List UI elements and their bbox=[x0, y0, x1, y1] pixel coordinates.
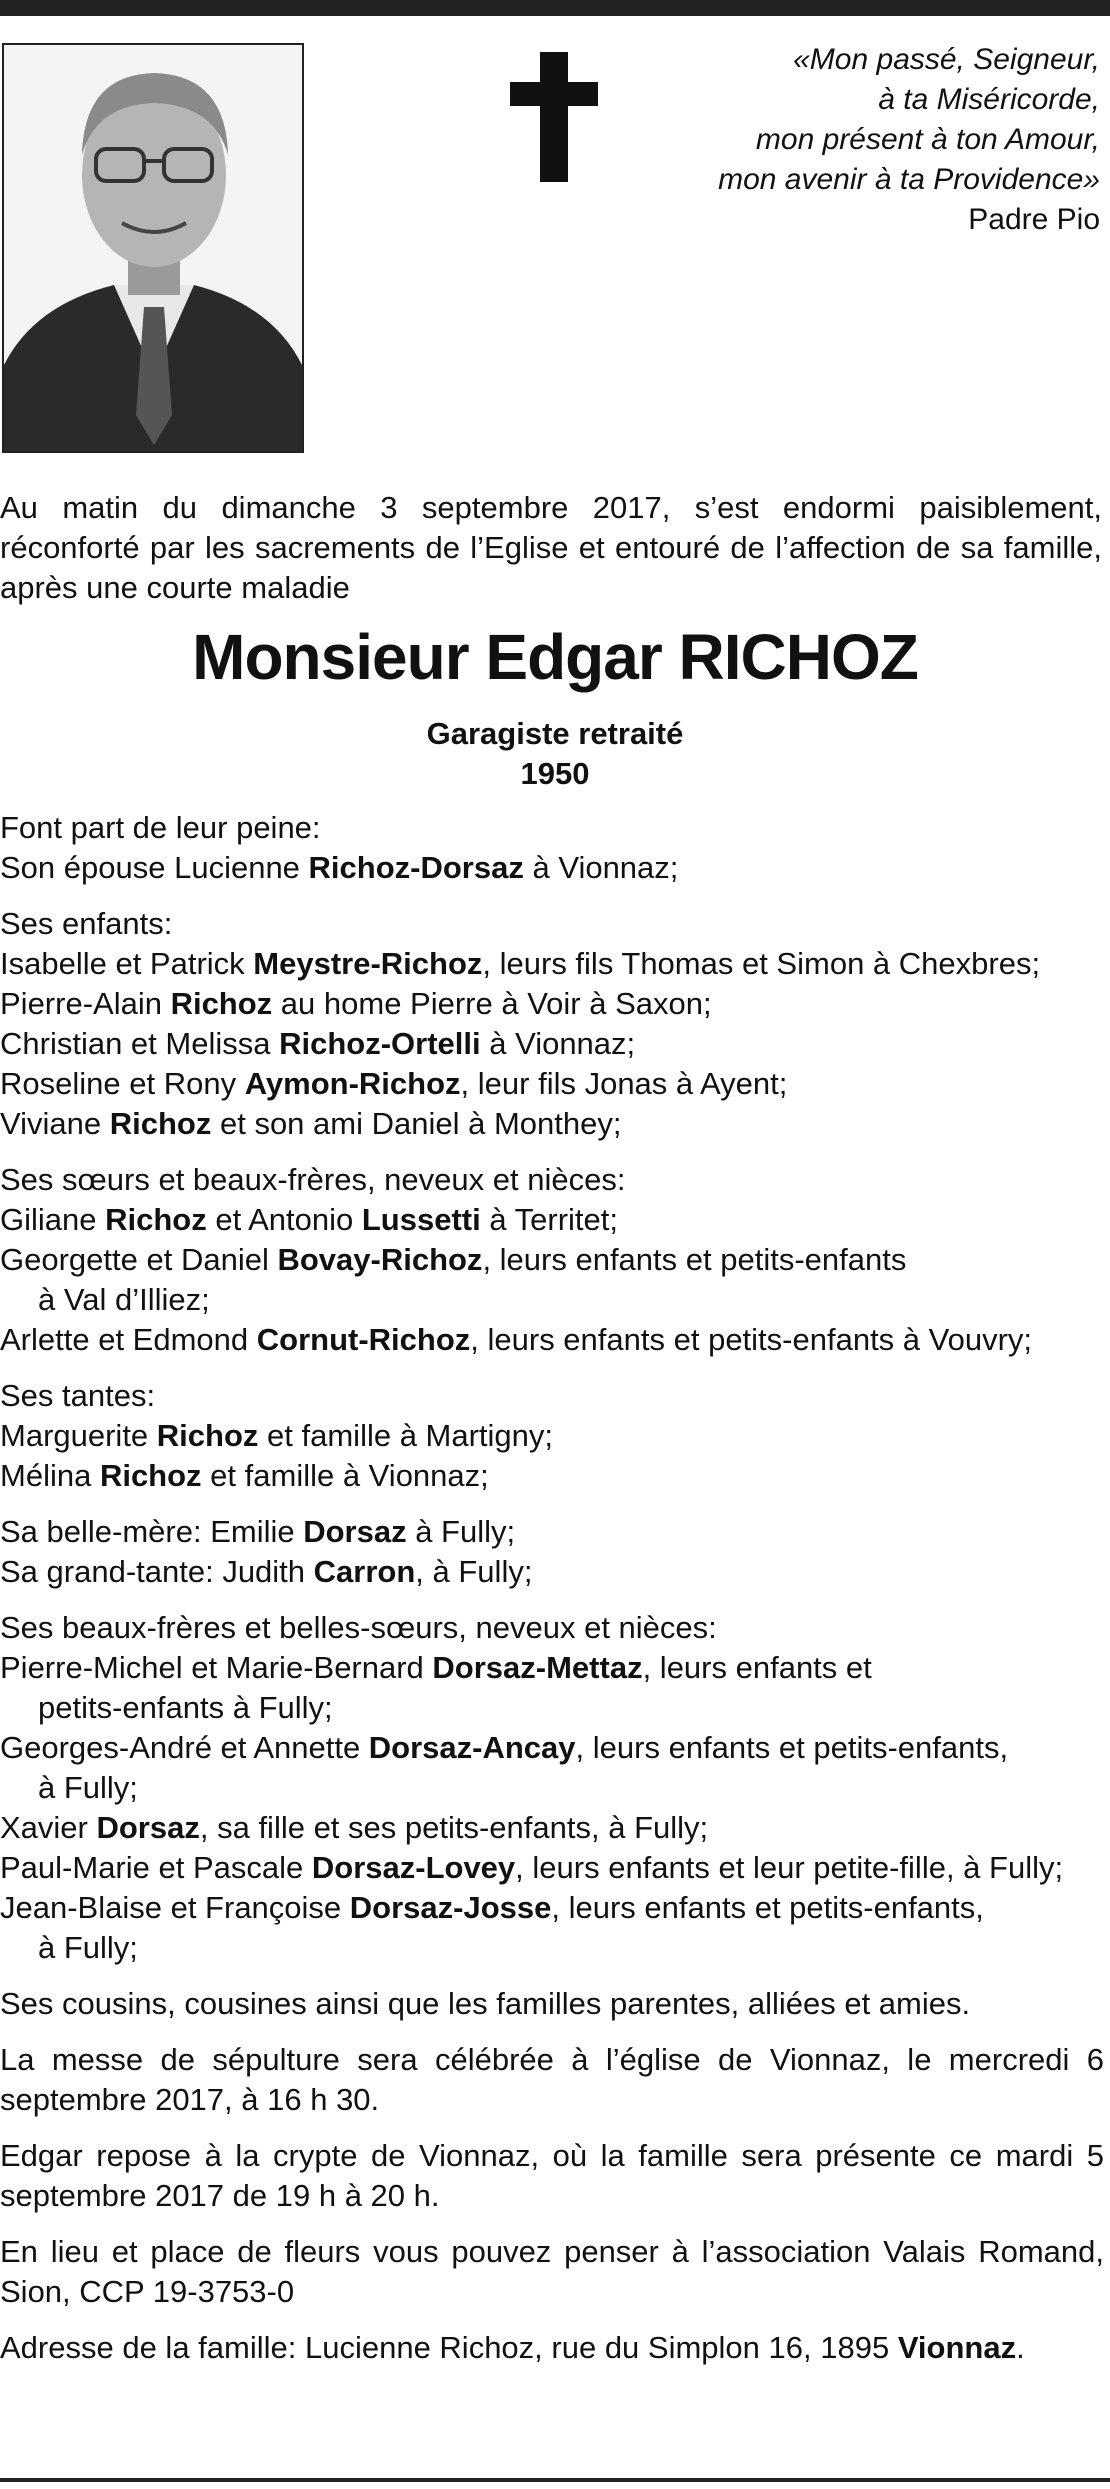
quote-block bbox=[580, 40, 1100, 240]
deceased-name: Monsieur Edgar RICHOZ bbox=[192, 621, 918, 693]
viewing-text: Edgar repose à la crypte de Vionnaz, où la famille sera présente ce mardi 5 septembre 2017 de 19 h à 20 h. bbox=[0, 2138, 1104, 2213]
family-entry: Georgette et Daniel Bovay-Richoz, leurs enfants et petits-enfants bbox=[0, 1242, 907, 1277]
family-entry: Jean-Blaise et Françoise Dorsaz-Josse, leurs enfants et petits-enfants, bbox=[0, 1890, 984, 1925]
family-list bbox=[0, 808, 1104, 2384]
family-entry: Sa grand-tante: Judith Carron, à Fully; bbox=[0, 1554, 533, 1589]
family-entry: Arlette et Edmond Cornut-Richoz, leurs enfants et petits-enfants à Vouvry; bbox=[0, 1322, 1033, 1357]
family-entry-continuation: petits-enfants à Fully; bbox=[38, 1690, 333, 1725]
family-entry-continuation: à Fully; bbox=[38, 1770, 138, 1805]
section-heading: Ses sœurs et beaux-frères, neveux et nièces: bbox=[0, 1162, 626, 1197]
aunts-section bbox=[0, 1376, 1104, 1496]
quote-line: «Mon passé, Seigneur, bbox=[793, 43, 1100, 76]
siblings-section bbox=[0, 1160, 1104, 1360]
family-entry-continuation: à Fully; bbox=[38, 1930, 138, 1965]
family-entry-continuation: à Val d’Illiez; bbox=[38, 1282, 210, 1317]
portrait-illustration bbox=[4, 45, 302, 451]
family-entry: Paul-Marie et Pascale Dorsaz-Lovey, leurs enfants et leur petite-fille, à Fully; bbox=[0, 1850, 1064, 1885]
spouse-section bbox=[0, 808, 1104, 888]
quote-line: mon présent à ton Amour, bbox=[755, 123, 1100, 156]
family-entry: Roseline et Rony Aymon-Richoz, leur fils Jonas à Ayent; bbox=[0, 1066, 788, 1101]
birth-year: 1950 bbox=[520, 756, 590, 791]
quote-line: mon avenir à ta Providence» bbox=[718, 163, 1100, 196]
portrait-photo bbox=[2, 43, 304, 453]
quote-author: Padre Pio bbox=[968, 203, 1100, 236]
family-entry: Viviane Richoz et son ami Daniel à Monthey; bbox=[0, 1106, 622, 1141]
section-heading: Ses tantes: bbox=[0, 1378, 156, 1413]
bottom-rule bbox=[0, 2478, 1110, 2482]
in-laws-section bbox=[0, 1608, 1104, 1968]
family-entry: Sa belle-mère: Emilie Dorsaz à Fully; bbox=[0, 1514, 516, 1549]
family-entry: Mélina Richoz et famille à Vionnaz; bbox=[0, 1458, 489, 1493]
family-entry: Georges-André et Annette Dorsaz-Ancay, leurs enfants et petits-enfants, bbox=[0, 1730, 1009, 1765]
family-entry: Giliane Richoz et Antonio Lussetti à Territet; bbox=[0, 1202, 618, 1237]
section-heading: Ses enfants: bbox=[0, 906, 173, 941]
family-entry: Son épouse Lucienne Richoz-Dorsaz à Vionnaz; bbox=[0, 850, 679, 885]
funeral-mass-text: La messe de sépulture sera célébrée à l’église de Vionnaz, le mercredi 6 septembre 2017, à 16 h 30. bbox=[0, 2042, 1104, 2117]
family-entry: Xavier Dorsaz, sa fille et ses petits-enfants, à Fully; bbox=[0, 1810, 709, 1845]
family-entry: Isabelle et Patrick Meystre-Richoz, leurs fils Thomas et Simon à Chexbres; bbox=[0, 946, 1041, 981]
quote-line: à ta Miséricorde, bbox=[878, 83, 1100, 116]
family-address: Adresse de la famille: Lucienne Richoz, rue du Simplon 16, 1895 Vionnaz. bbox=[0, 2330, 1025, 2365]
intro-text: Au matin du dimanche 3 septembre 2017, s’est endormi paisiblement, réconforté par les sacrements de l’Eglise et entouré de l’affection de sa famille, après une courte maladie bbox=[0, 490, 1102, 605]
family-entry: Christian et Melissa Richoz-Ortelli à Vionnaz; bbox=[0, 1026, 636, 1061]
children-section bbox=[0, 904, 1104, 1144]
cousins-text: Ses cousins, cousines ainsi que les familles parentes, alliées et amies. bbox=[0, 1986, 971, 2021]
section-heading: Ses beaux-frères et belles-sœurs, neveux et nièces: bbox=[0, 1610, 717, 1645]
family-entry: Pierre-Alain Richoz au home Pierre à Voir à Saxon; bbox=[0, 986, 712, 1021]
profession: Garagiste retraité bbox=[426, 716, 684, 751]
family-entry: Marguerite Richoz et famille à Martigny; bbox=[0, 1418, 554, 1453]
section-heading: Font part de leur peine: bbox=[0, 810, 321, 845]
donation-text: En lieu et place de fleurs vous pouvez penser à l’association Valais Romand, Sion, CCP 19-3753-0 bbox=[0, 2234, 1104, 2309]
top-rule bbox=[0, 0, 1110, 16]
in-laws-elder-section bbox=[0, 1512, 1104, 1592]
family-entry: Pierre-Michel et Marie-Bernard Dorsaz-Mettaz, leurs enfants et bbox=[0, 1650, 872, 1685]
